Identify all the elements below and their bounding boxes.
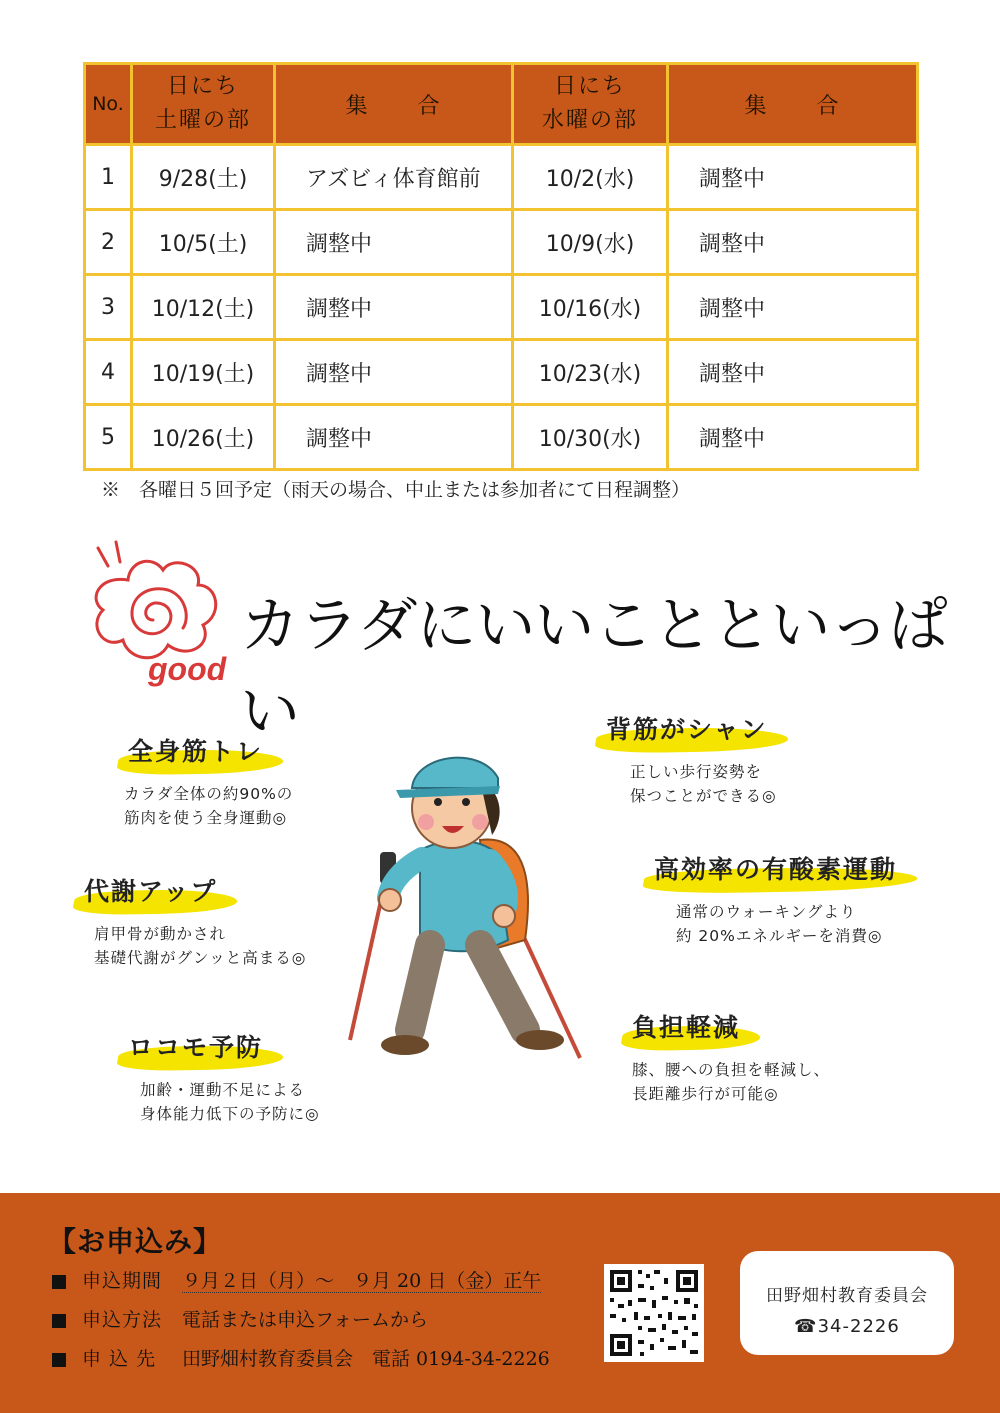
feature-line: 長距離歩行が可能◎ [632,1085,779,1103]
feature-line: 約 20%エネルギーを消費◎ [676,927,883,945]
feature-line: 正しい歩行姿勢を [630,763,763,781]
good-icon-label: good [148,651,227,687]
feature-body [632,1058,830,1106]
header-wednesday-place: 集 合 [668,64,918,145]
cell-saturday-date: 9/28(土) [132,145,275,210]
contact-box [740,1251,954,1355]
feature-line: 身体能力低下の予防に◎ [140,1105,320,1123]
cell-saturday-date: 10/19(土) [132,340,275,405]
feature-line: 基礎代謝がグンッと高まる◎ [94,949,307,967]
cell-saturday-place: 調整中 [275,275,513,340]
cell-wednesday-date: 10/2(水) [513,145,668,210]
feature-reduced-burden [622,1006,830,1106]
nordic-walker-illustration [330,740,610,1070]
feature-body [630,760,782,808]
header-wednesday-date-line2: 水曜の部 [541,108,638,133]
cell-wednesday-place: 調整中 [668,210,918,275]
apply-method-label: 申込方法 [82,1309,163,1331]
feature-title: ロコモ予防 [118,1026,277,1070]
cell-no: 5 [85,405,132,470]
cell-wednesday-date: 10/9(水) [513,210,668,275]
feature-line: カラダ全体の約90%の [124,785,294,803]
feature-body [676,900,911,948]
feature-title: 負担軽減 [622,1006,754,1050]
schedule-table [83,62,919,471]
feature-title: 代謝アップ [74,870,231,914]
apply-method-row [52,1305,428,1332]
cell-no: 1 [85,145,132,210]
cell-saturday-place: アズビィ体育館前 [275,145,513,210]
cell-no: 4 [85,340,132,405]
header-saturday-date-line2: 土曜の部 [154,108,251,133]
table-row [85,210,918,275]
feature-straight-back [596,708,782,808]
schedule-note: ※ 各曜日５回予定（雨天の場合、中止または参加者にて日程調整） [101,479,691,501]
feature-title: 高効率の有酸素運動 [644,848,911,892]
header-no: No. [85,64,132,145]
cell-wednesday-place: 調整中 [668,340,918,405]
feature-title: 全身筋トレ [118,730,277,774]
table-header-row [85,64,918,145]
header-wednesday-date-line1: 日にち [553,74,626,99]
feature-full-body-workout [118,730,293,830]
feature-locomo-prevention [118,1026,320,1126]
main-title: カラダにいいことといっぱい [240,592,948,745]
header-saturday-date [132,64,275,145]
header-saturday-place: 集 合 [275,64,513,145]
cell-saturday-date: 10/26(土) [132,405,275,470]
apply-period-row [52,1266,541,1293]
cell-saturday-place: 調整中 [275,340,513,405]
feature-line: 膝、腰への負担を軽減し、 [632,1061,831,1079]
bullet-square-icon [52,1353,66,1367]
cell-no: 3 [85,275,132,340]
cell-wednesday-date: 10/23(水) [513,340,668,405]
contact-phone: ☎34-2226 [794,1316,900,1337]
apply-period-label: 申込期間 [82,1270,163,1292]
cell-no: 2 [85,210,132,275]
feature-line: 筋肉を使う全身運動◎ [124,809,288,827]
good-swirl-icon [88,540,228,690]
table-row [85,145,918,210]
feature-efficient-aerobic [644,848,911,948]
feature-title: 背筋がシャン [596,708,782,752]
feature-metabolism-up [74,870,306,970]
table-row [85,405,918,470]
apply-title: 【お申込み】 [48,1225,223,1258]
bullet-square-icon [52,1314,66,1328]
cell-wednesday-date: 10/30(水) [513,405,668,470]
contact-organization: 田野畑村教育委員会 [766,1286,928,1306]
apply-method-value: 電話または申込フォームから [182,1309,429,1331]
apply-destination-label: 申 込 先 [82,1348,157,1370]
apply-period-value: ９月２日（月）～ ９月 20 日（金）正午 [182,1270,542,1292]
feature-line: 保つことができる◎ [630,787,777,805]
apply-destination-value: 田野畑村教育委員会 電話 0194-34-2226 [182,1348,550,1370]
cell-wednesday-date: 10/16(水) [513,275,668,340]
feature-line: 肩甲骨が動かされ [94,925,227,943]
cell-wednesday-place: 調整中 [668,275,918,340]
feature-body [124,782,293,830]
cell-saturday-date: 10/5(土) [132,210,275,275]
table-row [85,340,918,405]
qr-code-icon[interactable] [604,1264,704,1362]
table-row [85,275,918,340]
apply-destination-row [52,1344,550,1371]
feature-body [94,922,306,970]
feature-line: 加齢・運動不足による [140,1081,306,1099]
header-saturday-date-line1: 日にち [166,74,239,99]
cell-saturday-place: 調整中 [275,210,513,275]
header-wednesday-date [513,64,668,145]
feature-line: 通常のウォーキングより [676,903,857,921]
bullet-square-icon [52,1275,66,1289]
cell-wednesday-place: 調整中 [668,405,918,470]
cell-wednesday-place: 調整中 [668,145,918,210]
cell-saturday-place: 調整中 [275,405,513,470]
cell-saturday-date: 10/12(土) [132,275,275,340]
feature-body [140,1078,320,1126]
